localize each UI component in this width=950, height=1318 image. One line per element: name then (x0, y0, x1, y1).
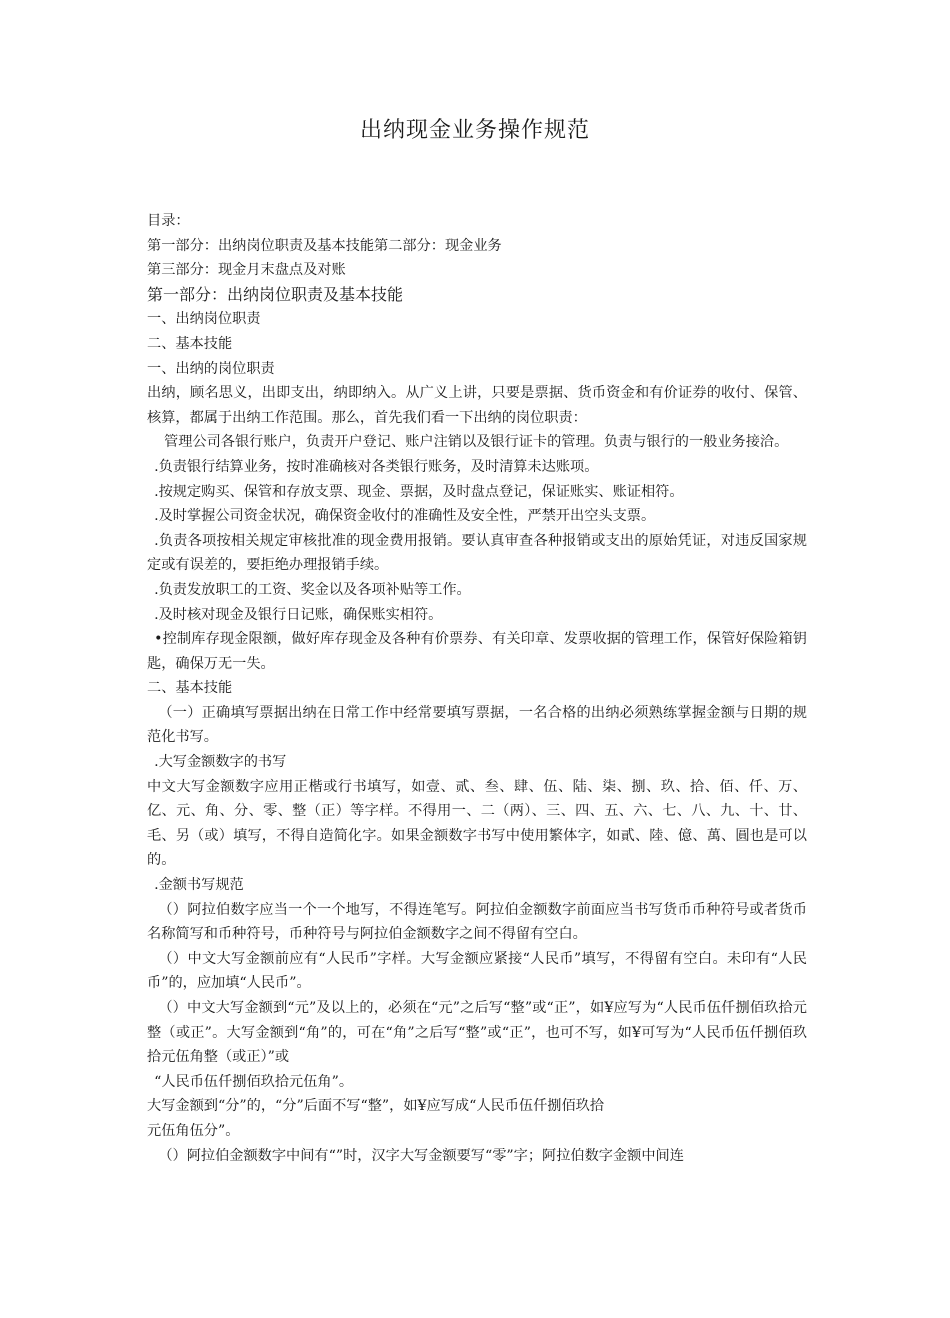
outline-item: 二、基本技能 (147, 335, 233, 352)
paragraph: “人民币伍仟捌佰玖拾元伍角”。 (154, 1073, 354, 1090)
paragraph: 元伍角伍分”。 (147, 1122, 240, 1139)
paragraph: （）阿拉伯数字应当一个一个地写，不得连笔写。阿拉伯金额数字前面应当书写货币币种符号或者货币名称简写和币种符号，币种符号与阿拉伯金额数字之间不得留有空白。 (147, 901, 807, 943)
paragraph: （）阿拉伯金额数字中间有“”时，汉字大写金额要写“零”字；阿拉伯数字金额中间连 (158, 1147, 684, 1164)
list-item: .大写金额数字的书写 (154, 754, 287, 771)
toc-item: 第三部分：现金月末盘点及对账 (147, 262, 346, 279)
outline-item: 一、出纳岗位职责 (147, 311, 261, 328)
list-item: .负责发放职工的工资、奖金以及各项补贴等工作。 (154, 581, 471, 598)
subsection-heading: 二、基本技能 (147, 680, 233, 697)
toc-item: 第一部分：出纳岗位职责及基本技能第二部分：现金业务 (147, 237, 502, 254)
paragraph: （）中文大写金额前应有“人民币”字样。大写金额应紧接“人民币”填写，不得留有空白。未印有“人民币”的，应加填“人民币”。 (147, 950, 807, 992)
list-item: .及时核对现金及银行日记账，确保账实相符。 (154, 606, 443, 623)
toc-heading: 目录： (147, 213, 190, 229)
section-heading: 第一部分：出纳岗位职责及基本技能 (147, 284, 404, 304)
paragraph: 大写金额到“分”的，“分”后面不写“整”，如¥应写成“人民币伍仟捌佰玖拾 (147, 1098, 605, 1115)
paragraph: （一）正确填写票据出纳在日常工作中经常要填写票据，一名合格的出纳必须熟练掌握金额与日期的规范化书写。 (147, 704, 807, 746)
paragraph: 出纳，顾名思义，出即支出，纳即纳入。从广义上讲，只要是票据、货币资金和有价证券的收付、保管、核算，都属于出纳工作范围。那么，首先我们看一下出纳的岗位职责： (147, 385, 807, 426)
list-item: •控制库存现金限额，做好库存现金及各种有价票券、有关印章、发票收据的管理工作，保管好保险箱钥匙，确保万无一失。 (147, 631, 807, 672)
list-item: .及时掌握公司资金状况，确保资金收付的准确性及安全性，严禁开出空头支票。 (154, 508, 656, 525)
subsection-heading: 一、出纳的岗位职责 (147, 360, 275, 377)
list-item: .金额书写规范 (154, 877, 244, 894)
paragraph: （）中文大写金额到“元”及以上的，必须在“元”之后写“整”或“正”，如¥应写为“人民币伍仟捌佰玖拾元整（或正”。大写金额到“角”的，可在“角”之后写“整”或“正”，也可不写，如¥可写为“人民币伍仟捌佰玖拾元伍角整（或正）”或 (147, 1000, 807, 1066)
list-item: .负责各项按相关规定审核批准的现金费用报销。要认真审查各种报销或支出的原始凭证，对违反国家规定或有误差的，要拒绝办理报销手续。 (147, 532, 807, 574)
list-item: .负责银行结算业务，按时准确核对各类银行账务，及时清算未达账项。 (154, 458, 599, 475)
list-item: .按规定购买、保管和存放支票、现金、票据，及时盘点登记，保证账实、账证相符。 (154, 483, 684, 500)
paragraph: 中文大写金额数字应用正楷或行书填写，如壹、贰、叁、肆、伍、陆、柒、捌、玖、拾、佰、仟、万、亿、元、角、分、零、整（正）等字样。不得用一、二（两）、三、四、五、六、七、八、九、十、廿、毛、另（或）填写，不得自造简化字。如果金额数字书写中使用繁体字，如貳、陸、億、萬、圓也是可以的。 (147, 778, 807, 869)
document-body (147, 209, 807, 1168)
document-title: 出纳现金业务操作规范 (359, 118, 590, 143)
paragraph: 管理公司各银行账户，负责开户登记、账户注销以及银行证卡的管理。负责与银行的一般业务接洽。 (164, 434, 789, 451)
